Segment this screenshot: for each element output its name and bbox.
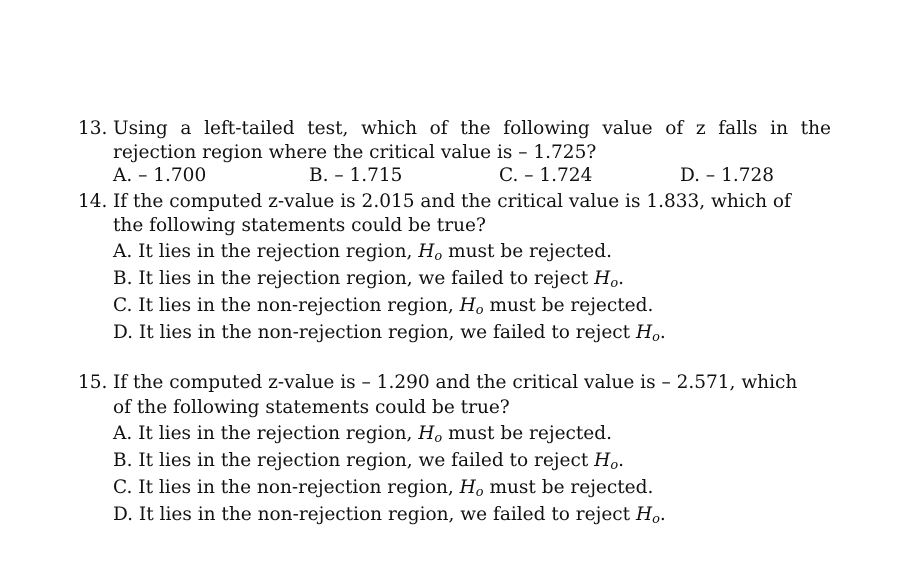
question-number: 14.: [78, 191, 108, 212]
answer-option-a: [113, 422, 612, 446]
answer-option-d: [113, 321, 666, 345]
word: which: [361, 118, 418, 139]
option-text: B. It lies in the rejection region, we failed to reject: [113, 268, 595, 289]
answer-option-a: [113, 240, 612, 264]
word: value: [602, 118, 653, 139]
answer-option-a: A. – 1.700: [113, 165, 207, 186]
null-hypothesis-symbol: $H_o$: [459, 295, 484, 319]
word: Using: [113, 118, 168, 139]
option-text: D. It lies in the non-rejection region, we failed to reject: [113, 504, 636, 525]
option-text-end: .: [618, 268, 624, 289]
option-text-end: must be rejected.: [483, 477, 654, 498]
word: z: [695, 118, 706, 139]
question-number: 15.: [78, 372, 108, 393]
option-text: C. It lies in the non-rejection region,: [113, 295, 460, 316]
option-text: A. It lies in the rejection region,: [113, 241, 419, 262]
word: a: [180, 118, 192, 139]
word: of: [429, 118, 448, 139]
question-text-line-2: rejection region where the critical value is – 1.725?: [113, 142, 597, 163]
word: in: [770, 118, 788, 139]
answer-option-d: D. – 1.728: [680, 165, 775, 186]
word: of: [665, 118, 684, 139]
answer-option-c: [113, 294, 653, 318]
null-hypothesis-symbol: $H_o$: [635, 322, 660, 346]
null-hypothesis-symbol: $H_o$: [418, 423, 443, 447]
answer-option-b: [113, 267, 624, 291]
option-text-end: .: [618, 450, 624, 471]
question-text-line-1: If the computed z-value is – 1.290 and the critical value is – 2.571, which: [113, 372, 798, 393]
question-number: 13.: [78, 118, 108, 139]
null-hypothesis-symbol: $H_o$: [418, 241, 443, 265]
question-text-line-1: [113, 117, 831, 141]
word: following: [503, 118, 590, 139]
null-hypothesis-symbol: $H_o$: [594, 450, 619, 474]
option-text-end: must be rejected.: [442, 423, 612, 444]
answer-option-c: C. – 1.724: [499, 165, 593, 186]
null-hypothesis-symbol: $H_o$: [594, 268, 619, 292]
word: the: [460, 118, 491, 139]
null-hypothesis-symbol: $H_o$: [459, 477, 484, 501]
answer-option-b: B. – 1.715: [309, 165, 403, 186]
option-text-end: must be rejected.: [483, 295, 654, 316]
option-text: D. It lies in the non-rejection region, we failed to reject: [113, 322, 636, 343]
question-text-line-2: the following statements could be true?: [113, 215, 486, 236]
option-text-end: must be rejected.: [442, 241, 612, 262]
answer-option-c: [113, 476, 653, 500]
word: test,: [307, 118, 349, 139]
option-text: A. It lies in the rejection region,: [113, 423, 419, 444]
option-text-end: .: [659, 504, 666, 525]
null-hypothesis-symbol: $H_o$: [635, 504, 660, 528]
word: falls: [718, 118, 758, 139]
option-text: C. It lies in the non-rejection region,: [113, 477, 460, 498]
answer-option-b: [113, 449, 624, 473]
word: the: [800, 118, 831, 139]
question-text-line-1: If the computed z-value is 2.015 and the critical value is 1.833, which of: [113, 191, 791, 212]
word: left-tailed: [204, 118, 295, 139]
question-text-line-2: of the following statements could be true?: [113, 397, 510, 418]
answer-option-d: [113, 503, 666, 527]
option-text-end: .: [659, 322, 666, 343]
option-text: B. It lies in the rejection region, we failed to reject: [113, 450, 595, 471]
